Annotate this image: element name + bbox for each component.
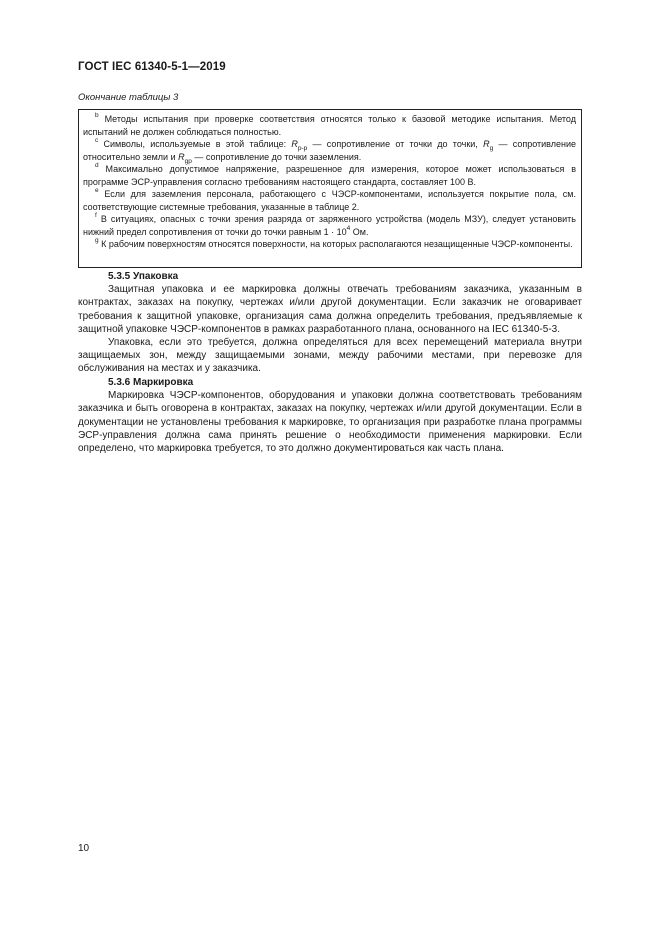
section-title: 5.3.5 Упаковка	[108, 271, 179, 282]
note-marker: g	[95, 237, 99, 244]
table-note	[83, 188, 576, 213]
note-text: В ситуациях, опасных с точки зрения разряда от заряженного устройства (модель МЗУ), следует установить нижний предел сопротивления от точки до точки равным $1 \cdot 10^4$ Ом.	[83, 214, 576, 237]
table-note	[83, 113, 576, 138]
note-marker: b	[95, 112, 99, 119]
page-number: 10	[78, 843, 90, 854]
note-text: Методы испытания при проверке соответствия относятся только к базовой методике испытания. Метод испытаний не должен соблюдаться полностью.	[83, 114, 576, 137]
note-text: К рабочим поверхностям относятся поверхности, на которых располагаются незащищенные ЧЭСР-компоненты.	[101, 239, 573, 249]
note-marker: d	[95, 162, 99, 169]
table-notes-box	[78, 109, 582, 268]
table-note	[83, 238, 576, 251]
paragraph: Упаковка, если это требуется, должна определяться для всех перемещений материала внутри защищаемых зон, между защищаемыми зонами, между рабочими местами, при перевозке для обслуживания на местах и у заказчика.	[78, 337, 582, 375]
note-text: Если для заземления персонала, работающего с ЧЭСР-компонентами, используется покрытие пола, см. соответствующие системные требования, указанные в таблице 2.	[83, 189, 576, 212]
table-note	[83, 138, 576, 163]
paragraph: Маркировка ЧЭСР-компонентов, оборудования и упаковки должна соответствовать требованиям заказчика и быть оговорена в контрактах, заказах на покупку, чертежах и/или другой документации. Если в документации не установлены требования к маркировке, то организация при разработке плана программы ЭСР-управления должна сама принять решение о необходимости применения маркировки. Если определено, что маркировка требуется, то это должно документироваться как часть плана.	[78, 390, 582, 455]
document-header: ГОСТ IEC 61340-5-1—2019	[78, 61, 226, 73]
section-title: 5.3.6 Маркировка	[108, 377, 194, 388]
paragraph: Защитная упаковка и ее маркировка должны отвечать требованиям заказчика, указанным в контрактах, заказах на покупку, чертежах и/или другой документации. Если заказчик не оговаривает требования к защитной упаковке, организация сама должна определить требования, предъявляемые к защитной упаковке ЧЭСР-компонентов в рамках разработанного плана, основанного на IEC 61340-5-3.	[78, 284, 582, 335]
note-marker: f	[95, 212, 97, 219]
table-note	[83, 163, 576, 188]
note-text: Максимально допустимое напряжение, разрешенное для измерения, которое может использоваться в программе ЭСР-управления согласно требованиям настоящего стандарта, составляет 100 В.	[83, 164, 576, 187]
note-marker: c	[95, 137, 99, 144]
note-text: Символы, используемые в этой таблице: $R_{p-p}$ — сопротивление от точки до точки, $R_g$ — сопротивление относительно земли и $R_{gp}$ — сопротивление до точки заземления.	[83, 139, 576, 165]
note-marker: e	[95, 187, 99, 194]
table-caption: Окончание таблицы 3	[78, 92, 179, 103]
section-marking	[78, 376, 582, 455]
section-packaging	[78, 270, 582, 376]
table-note	[83, 213, 576, 238]
